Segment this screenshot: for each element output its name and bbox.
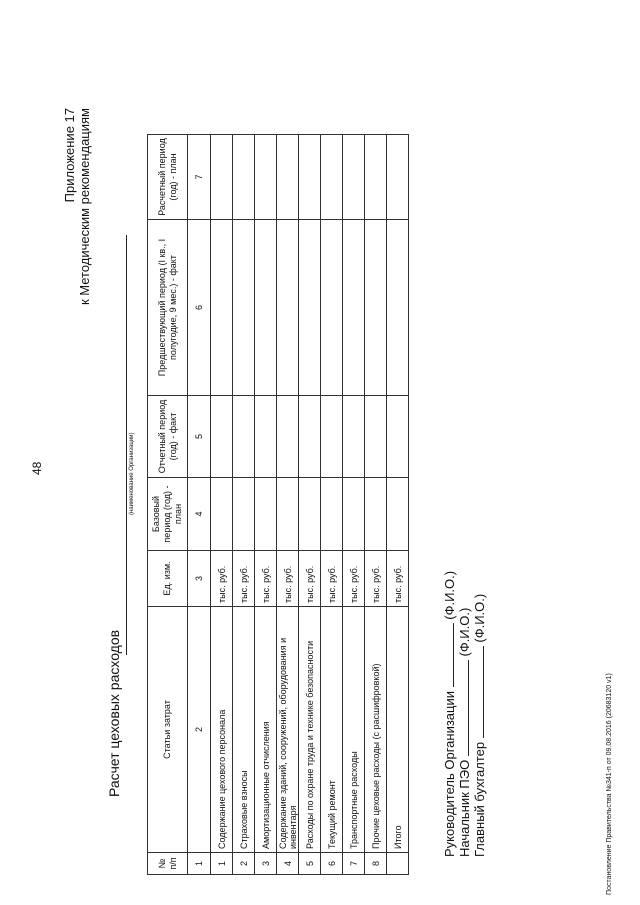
column-index: 6 [188,220,211,396]
table-row [299,135,321,875]
table-row [277,135,299,875]
row-number: 2 [233,853,255,875]
header-item: Статьи затрат [148,607,188,853]
row-unit: тыс. руб. [343,551,365,607]
row-number: 5 [299,853,321,875]
signature-line [472,646,484,738]
appendix-line-1: Приложение 17 [62,108,77,203]
value-cell [365,220,387,396]
signature-director [442,571,457,857]
table-row-total [387,135,409,875]
value-cell [299,396,321,478]
value-cell [321,478,343,551]
signature-role: Главный бухгалтер [472,741,487,857]
row-unit: тыс. руб. [321,551,343,607]
table-row [321,135,343,875]
header-unit: Ед. изм. [148,551,188,607]
column-index: 2 [188,607,211,853]
signature-role: Руководитель Организации [442,691,457,857]
value-cell [343,135,365,220]
organization-caption: (наименование Организации) [129,432,135,515]
value-cell [211,478,233,551]
value-cell [233,478,255,551]
page-number: 48 [30,461,44,475]
value-cell [277,396,299,478]
value-cell [343,478,365,551]
row-number: 8 [365,853,387,875]
cost-table [147,134,409,875]
value-cell [387,396,409,478]
row-item: Транспортные расходы [343,607,365,853]
row-number [387,853,409,875]
row-unit: тыс. руб. [255,551,277,607]
header-number: № п/п [148,853,188,875]
header-previous-fact: Предшествующий период (I кв., I полугодие, 9 мес.) - факт [148,220,188,396]
value-cell [277,478,299,551]
value-cell [299,220,321,396]
table-row [365,135,387,875]
row-number: 7 [343,853,365,875]
signature-fio: (Ф.И.О.) [457,607,472,657]
appendix-line-2: к Методическим рекомендациям [77,108,92,306]
value-cell [299,135,321,220]
row-item: Итого [387,607,409,853]
value-cell [343,220,365,396]
row-item: Страховые взносы [233,607,255,853]
row-unit: тыс. руб. [211,551,233,607]
row-unit: тыс. руб. [387,551,409,607]
row-number: 3 [255,853,277,875]
signature-role: Начальник ПЭО [457,759,472,857]
row-item: Прочие цеховые расходы (с расшифровкой) [365,607,387,853]
value-cell [387,220,409,396]
signature-line [457,660,469,756]
column-index: 7 [188,135,211,220]
value-cell [365,135,387,220]
value-cell [255,478,277,551]
value-cell [321,396,343,478]
value-cell [255,396,277,478]
value-cell [233,396,255,478]
signature-chief-accountant [472,594,487,857]
signature-fio: (Ф.И.О.) [442,570,457,620]
row-item: Текущий ремонт [321,607,343,853]
table-row [255,135,277,875]
row-item: Содержание цехового персонала [211,607,233,853]
header-base-plan: Базовый период (год) - план [148,478,188,551]
value-cell [233,135,255,220]
row-unit: тыс. руб. [365,551,387,607]
value-cell [365,396,387,478]
value-cell [277,135,299,220]
signature-peo-head [457,608,472,857]
header-forecast-plan: Расчетный период (год) - план [148,135,188,220]
footer-note: Постановление Правительства №341-п от 09.08.2016 (20683120 v1) [606,673,613,895]
table-row [343,135,365,875]
value-cell [343,396,365,478]
appendix-heading [62,108,92,305]
value-cell [255,135,277,220]
row-item: Содержание зданий, сооружений, оборудования и инвентаря [277,607,299,853]
value-cell [233,220,255,396]
value-cell [211,396,233,478]
column-index-row [188,135,211,875]
row-number: 6 [321,853,343,875]
value-cell [321,135,343,220]
row-unit: тыс. руб. [299,551,321,607]
signature-fio: (Ф.И.О.) [472,593,487,643]
value-cell [365,478,387,551]
row-item: Расходы по охране труда и технике безопасности [299,607,321,853]
column-index: 4 [188,478,211,551]
value-cell [321,220,343,396]
column-index: 5 [188,396,211,478]
value-cell [211,135,233,220]
value-cell [387,478,409,551]
header-report-fact: Отчетный период (год) - факт [148,396,188,478]
table-row [211,135,233,875]
row-number: 1 [211,853,233,875]
organization-name-line [126,235,127,655]
row-unit: тыс. руб. [233,551,255,607]
column-index: 1 [188,853,211,875]
value-cell [277,220,299,396]
document-title: Расчет цеховых расходов [106,629,122,797]
signature-line [442,623,454,687]
column-index: 3 [188,551,211,607]
value-cell [255,220,277,396]
value-cell [387,135,409,220]
value-cell [211,220,233,396]
row-number: 4 [277,853,299,875]
row-item: Амортизационные отчисления [255,607,277,853]
row-unit: тыс. руб. [277,551,299,607]
table-row [233,135,255,875]
table-header-row [148,135,188,875]
value-cell [299,478,321,551]
